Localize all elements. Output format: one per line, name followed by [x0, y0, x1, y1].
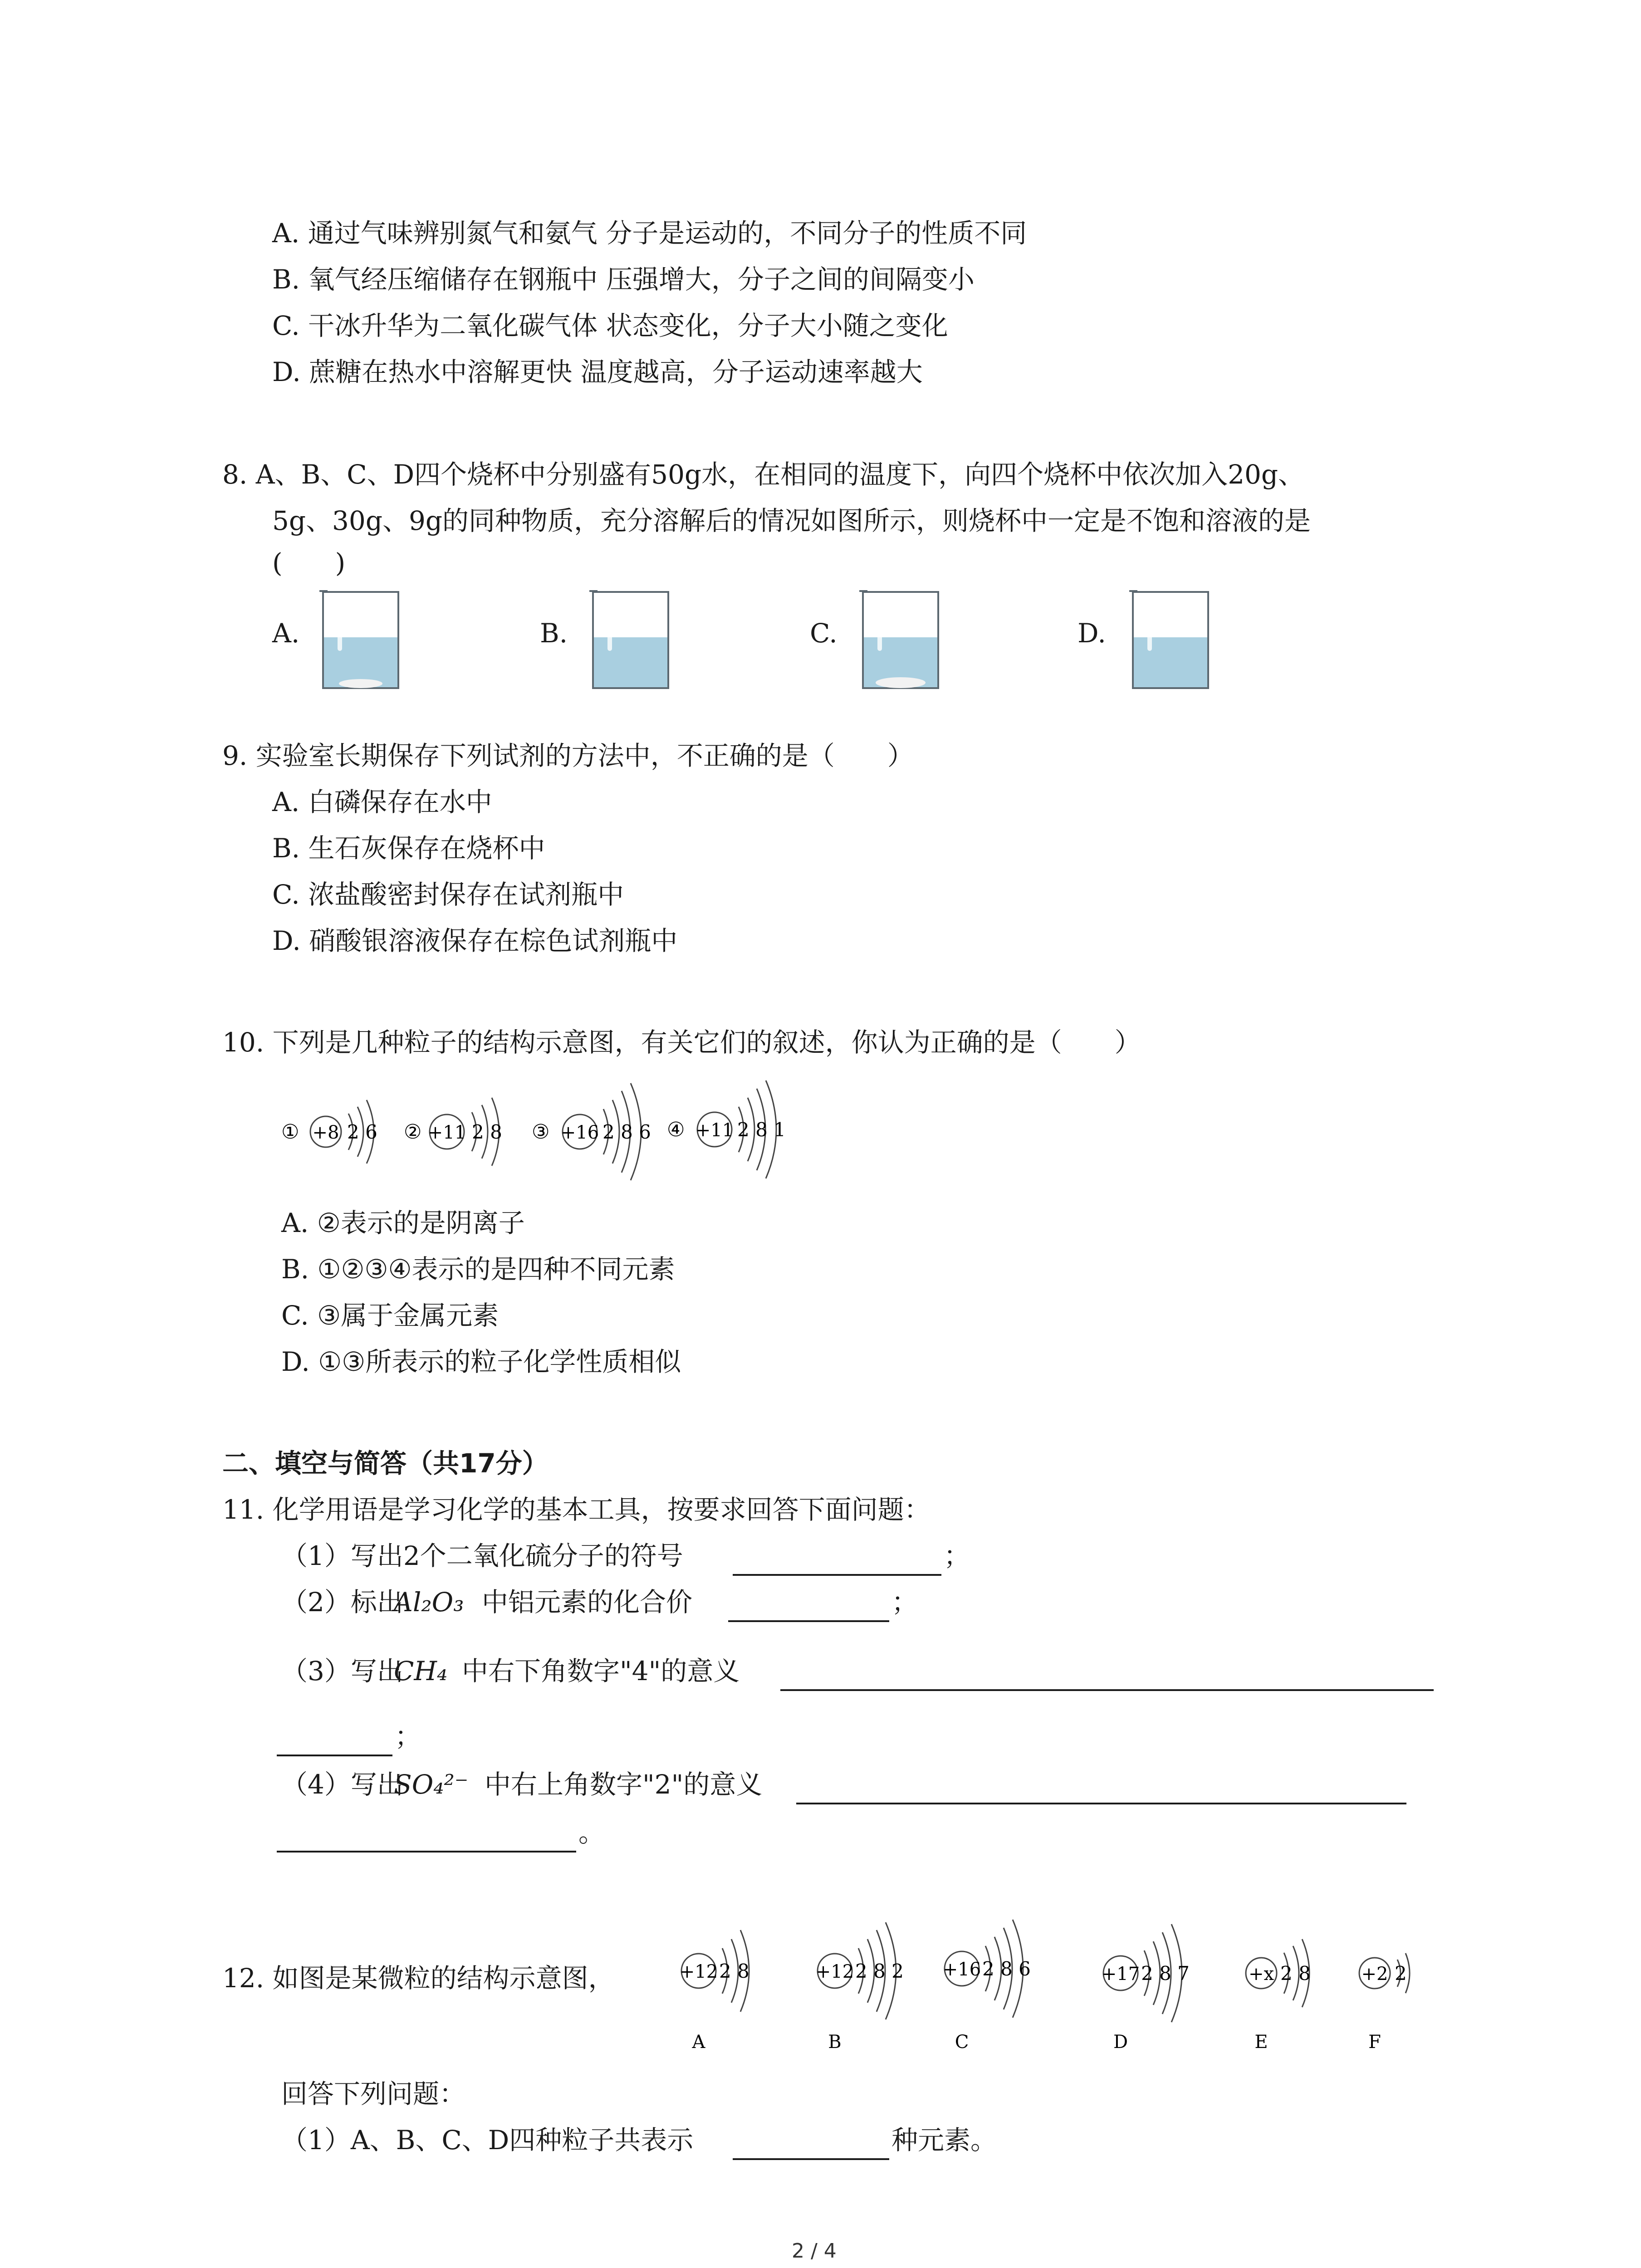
- q12-particle-d-shells: 2 8 7: [1141, 1962, 1190, 1984]
- q7-option-b: B. 氧气经压缩储存在钢瓶中 压强增大，分子之间的间隔变小: [272, 264, 975, 295]
- q12-particle-b-nucleus: +12: [815, 1961, 854, 1982]
- particle-2-label: ②: [404, 1120, 422, 1144]
- q11-part3-text: （3）写出: [281, 1656, 403, 1686]
- q12-part1-blank: [733, 2158, 889, 2160]
- q7-option-d: D. 蔗糖在热水中溶解更快 温度越高，分子运动速率越大: [272, 357, 923, 387]
- particle-2-nucleus: +11: [427, 1122, 466, 1143]
- q12-stem: 12. 如图是某微粒的结构示意图，: [222, 1963, 615, 1994]
- q11-part4-blank-line1: [796, 1803, 1406, 1804]
- particle-3-shells: 2 8 6: [603, 1121, 651, 1143]
- q12-particle-a-label: A: [692, 2032, 705, 2053]
- particle-1-nucleus: +8: [312, 1122, 339, 1143]
- q11-part3-blank-line2: [277, 1755, 392, 1756]
- q12-part1-end: 种元素。: [892, 2125, 997, 2156]
- particle-1-label: ①: [281, 1120, 299, 1144]
- q12-answer-intro: 回答下列问题：: [281, 2078, 466, 2109]
- q12-particle-d-label: D: [1113, 2032, 1128, 2053]
- q10-option-c: C. ③属于金属元素: [281, 1300, 499, 1331]
- particle-3-label: ③: [532, 1120, 550, 1144]
- q11-part2-formula: Al₂O₃: [394, 1587, 464, 1618]
- q11-part3-end: ；: [395, 1721, 421, 1752]
- q8-option-b-label: B.: [540, 618, 568, 649]
- page-number: 2 / 4: [792, 2239, 837, 2263]
- q11-part3-mid: 中右下角数字"4"的意义: [462, 1656, 740, 1686]
- q11-part4-formula: SO₄²⁻: [394, 1769, 469, 1800]
- q11-part2-text: （2）标出: [281, 1587, 403, 1618]
- q11-part3-blank-line1: [780, 1689, 1434, 1691]
- q8-stem-line2: 5g、30g、9g的同种物质，充分溶解后的情况如图所示，则烧杯中一定是不饱和溶液的是: [272, 505, 1311, 536]
- q12-part1-text: （1）A、B、C、D四种粒子共表示: [281, 2125, 694, 2156]
- particle-3-nucleus: +16: [560, 1122, 599, 1143]
- q12-particle-c-shells: 2 8 6: [982, 1958, 1031, 1980]
- particle-4-shells: 2 8 1: [737, 1119, 786, 1141]
- q12-particle-a-shells: 2 8: [719, 1960, 749, 1982]
- particle-4-nucleus: +11: [695, 1120, 734, 1141]
- q11-stem: 11. 化学用语是学习化学的基本工具，按要求回答下面问题：: [222, 1494, 931, 1525]
- q8-option-a-label: A.: [272, 618, 300, 649]
- q9-option-d: D. 硝酸银溶液保存在棕色试剂瓶中: [272, 925, 678, 956]
- q11-part4-mid: 中右上角数字"2"的意义: [485, 1769, 763, 1800]
- q12-particle-diagrams: [667, 1910, 1456, 2055]
- q11-part1-blank: [733, 1574, 941, 1576]
- q9-option-a: A. 白磷保存在水中: [272, 787, 492, 817]
- q12-particle-f-shells: 2: [1395, 1962, 1407, 1984]
- q12-particle-b-label: B: [828, 2032, 842, 2053]
- q10-option-d: D. ①③所表示的粒子化学性质相似: [281, 1346, 681, 1377]
- beaker-a: [318, 587, 404, 692]
- q7-option-a: A. 通过气味辨别氮气和氨气 分子是运动的，不同分子的性质不同: [272, 218, 1027, 249]
- q8-stem-line1: 8. A、B、C、D四个烧杯中分别盛有50g水，在相同的温度下，向四个烧杯中依次加入20g、: [222, 459, 1305, 490]
- q12-particle-f-label: F: [1368, 2032, 1381, 2053]
- q10-option-a: A. ②表示的是阴离子: [281, 1207, 525, 1238]
- q8-option-d-label: D.: [1078, 618, 1106, 649]
- q9-option-b: B. 生石灰保存在烧杯中: [272, 833, 545, 864]
- q12-particle-d-nucleus: +17: [1101, 1964, 1140, 1984]
- q8-answer-bracket: ( ): [272, 547, 346, 578]
- q12-particle-c-nucleus: +16: [942, 1959, 981, 1980]
- q12-particle-f-nucleus: +2: [1361, 1964, 1388, 1984]
- beaker-d: [1127, 587, 1214, 692]
- particle-2-shells: 2 8: [472, 1121, 502, 1143]
- q9-stem: 9. 实验室长期保存下列试剂的方法中，不正确的是（ ）: [222, 740, 914, 771]
- particle-1-shells: 2 6: [347, 1121, 377, 1143]
- q11-part4-text: （4）写出: [281, 1769, 403, 1800]
- q11-part3-formula: CH₄: [394, 1656, 448, 1686]
- beaker-b: [588, 587, 674, 692]
- q11-part2-mid: 中铝元素的化合价: [482, 1587, 693, 1618]
- q12-particle-e-shells: 2 8: [1280, 1962, 1311, 1984]
- q12-particle-e-nucleus: +x: [1248, 1964, 1274, 1984]
- q11-part2-blank: [728, 1620, 889, 1622]
- q10-stem: 10. 下列是几种粒子的结构示意图，有关它们的叙述，你认为正确的是（ ）: [222, 1027, 1141, 1058]
- q7-option-c: C. 干冰升华为二氧化碳气体 状态变化，分子大小随之变化: [272, 310, 948, 341]
- q11-part2-end: ；: [892, 1587, 918, 1618]
- q10-option-b: B. ①②③④表示的是四种不同元素: [281, 1254, 675, 1285]
- particle-4-label: ④: [667, 1118, 685, 1141]
- q10-particle-diagrams: [272, 1070, 798, 1193]
- q12-particle-e-label: E: [1254, 2032, 1268, 2053]
- q11-part1-text: （1）写出2个二氧化硫分子的符号: [281, 1540, 683, 1571]
- q11-part4-blank-line2: [277, 1851, 576, 1853]
- beaker-c: [857, 587, 944, 692]
- q11-part1-end: ；: [944, 1540, 970, 1571]
- q12-particle-a-nucleus: +12: [679, 1961, 718, 1982]
- q8-option-c-label: C.: [810, 618, 838, 649]
- q12-particle-b-shells: 2 8 2: [855, 1960, 904, 1982]
- q12-particle-c-label: C: [955, 2032, 969, 2053]
- q11-part4-end: 。: [578, 1817, 605, 1848]
- q9-option-c: C. 浓盐酸密封保存在试剂瓶中: [272, 879, 624, 910]
- section-2-heading: 二、填空与简答（共17分）: [222, 1448, 549, 1479]
